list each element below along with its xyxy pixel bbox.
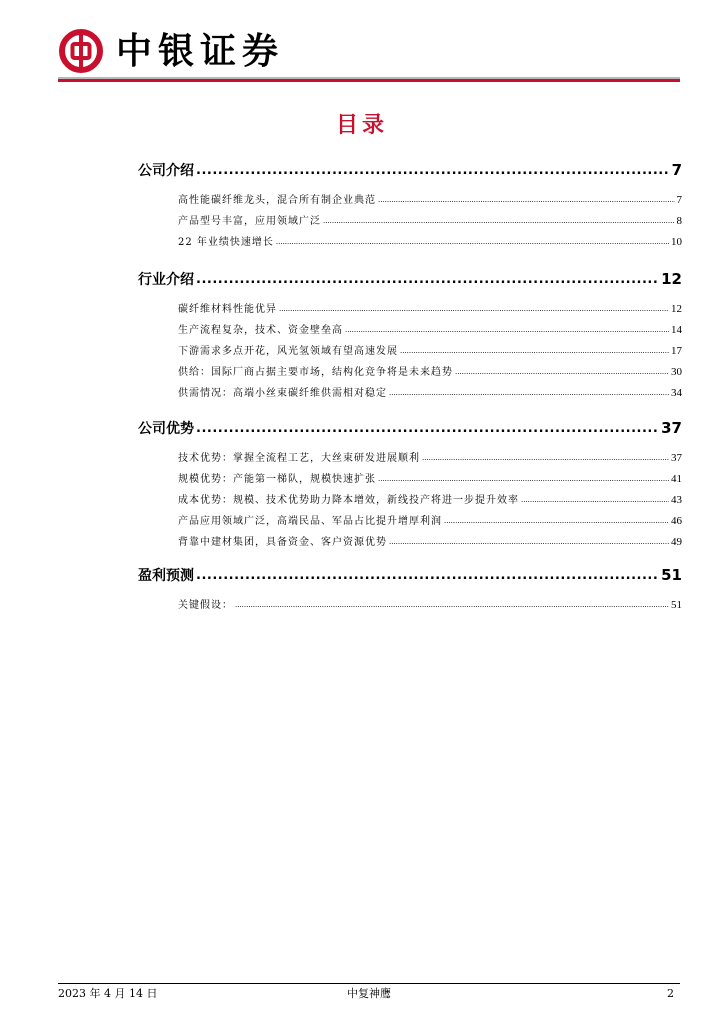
toc-leader-dots — [400, 340, 669, 362]
toc-item[interactable] — [138, 595, 682, 616]
toc-item-title: 生产流程复杂，技术、资金壁垒高 — [178, 325, 343, 336]
toc-item[interactable] — [138, 532, 682, 553]
toc-item-title: 碳纤维材料性能优异 — [178, 304, 277, 315]
toc-item-title: 成本优势：规模、技术优势助力降本增效，新线投产将进一步提升效率 — [178, 495, 519, 506]
page-number: 2 — [667, 987, 674, 1000]
table-of-contents — [138, 158, 682, 616]
toc-section — [138, 563, 682, 616]
toc-item-page: 41 — [671, 473, 682, 485]
toc-section-title: 公司介绍 — [138, 163, 194, 179]
toc-leader-dots — [345, 319, 669, 341]
toc-item-page: 46 — [671, 515, 682, 527]
toc-leader-dots — [389, 382, 669, 404]
toc-leader-dots — [196, 158, 670, 183]
toc-item-title: 供给：国际厂商占据主要市场，结构化竞争将是未来趋势 — [178, 367, 453, 378]
toc-section-title: 盈利预测 — [138, 568, 194, 584]
toc-section — [138, 267, 682, 404]
toc-item-title: 供需情况：高端小丝束碳纤维供需相对稳定 — [178, 388, 387, 399]
toc-title: 目录 — [335, 113, 388, 138]
toc-leader-dots — [422, 447, 669, 469]
toc-leader-dots — [235, 594, 669, 616]
toc-item[interactable] — [138, 232, 682, 253]
toc-item-title: 规模优势：产能第一梯队，规模快速扩张 — [178, 474, 376, 485]
toc-item[interactable] — [138, 511, 682, 532]
toc-item-title: 背靠中建材集团，具备资金、客户资源优势 — [178, 537, 387, 548]
toc-item-page: 37 — [671, 452, 682, 464]
toc-item[interactable] — [138, 341, 682, 362]
toc-item-page: 12 — [671, 303, 682, 315]
toc-item-title: 22 年业绩快速增长 — [178, 237, 274, 248]
header-rule-red — [58, 79, 680, 82]
toc-item-page: 34 — [671, 387, 682, 399]
toc-page-number: 12 — [661, 270, 682, 288]
toc-item[interactable] — [138, 211, 682, 232]
toc-item-page: 51 — [671, 599, 682, 611]
toc-item-title: 技术优势：掌握全流程工艺，大丝束研发进展顺利 — [178, 453, 420, 464]
toc-item[interactable] — [138, 362, 682, 383]
brand-name: 中银证券 — [116, 31, 285, 72]
toc-section-heading[interactable] — [138, 158, 682, 182]
toc-leader-dots — [444, 510, 669, 532]
toc-item-title: 高性能碳纤维龙头，混合所有制企业典范 — [178, 195, 376, 206]
toc-section — [138, 416, 682, 553]
toc-section — [138, 158, 682, 253]
toc-leader-dots — [323, 210, 675, 232]
company-name: 中复神鹰 — [347, 987, 391, 1000]
toc-item[interactable] — [138, 490, 682, 511]
toc-section-heading[interactable] — [138, 563, 682, 587]
toc-section-title: 行业介绍 — [138, 272, 194, 288]
toc-page-number: 37 — [661, 419, 682, 437]
toc-item[interactable] — [138, 469, 682, 490]
toc-item-title: 产品应用领域广泛，高端民品、军品占比提升增厚利润 — [178, 516, 442, 527]
toc-leader-dots — [455, 361, 669, 383]
toc-page-number: 7 — [671, 161, 682, 179]
toc-leader-dots — [276, 231, 669, 253]
toc-item-title: 关键假设： — [178, 600, 233, 611]
page-footer — [58, 986, 680, 1002]
toc-page-number: 51 — [661, 566, 682, 584]
toc-item-page: 49 — [671, 536, 682, 548]
footer-rule — [58, 983, 680, 984]
toc-item-page: 17 — [671, 345, 682, 357]
toc-item-page: 30 — [671, 366, 682, 378]
toc-leader-dots — [378, 189, 675, 211]
bank-of-china-logo-icon — [58, 28, 104, 74]
page-header — [58, 28, 680, 84]
toc-item-page: 14 — [671, 324, 682, 336]
toc-item[interactable] — [138, 299, 682, 320]
toc-leader-dots — [378, 468, 669, 490]
toc-item[interactable] — [138, 448, 682, 469]
toc-section-heading[interactable] — [138, 416, 682, 440]
toc-leader-dots — [196, 563, 659, 588]
toc-item[interactable] — [138, 190, 682, 211]
toc-item[interactable] — [138, 320, 682, 341]
toc-item-page: 10 — [671, 236, 682, 248]
toc-leader-dots — [279, 298, 669, 320]
toc-leader-dots — [196, 416, 659, 441]
toc-leader-dots — [389, 531, 669, 553]
toc-item-page: 7 — [676, 194, 682, 206]
toc-item[interactable] — [138, 383, 682, 404]
toc-leader-dots — [196, 267, 659, 292]
toc-item-title: 下游需求多点开花，风光氢领域有望高速发展 — [178, 346, 398, 357]
toc-item-page: 8 — [676, 215, 682, 227]
toc-item-title: 产品型号丰富，应用领域广泛 — [178, 216, 321, 227]
toc-item-page: 43 — [671, 494, 682, 506]
report-date: 2023 年 4 月 14 日 — [58, 987, 158, 1000]
toc-section-heading[interactable] — [138, 267, 682, 291]
toc-section-title: 公司优势 — [138, 421, 194, 437]
toc-leader-dots — [521, 489, 669, 511]
